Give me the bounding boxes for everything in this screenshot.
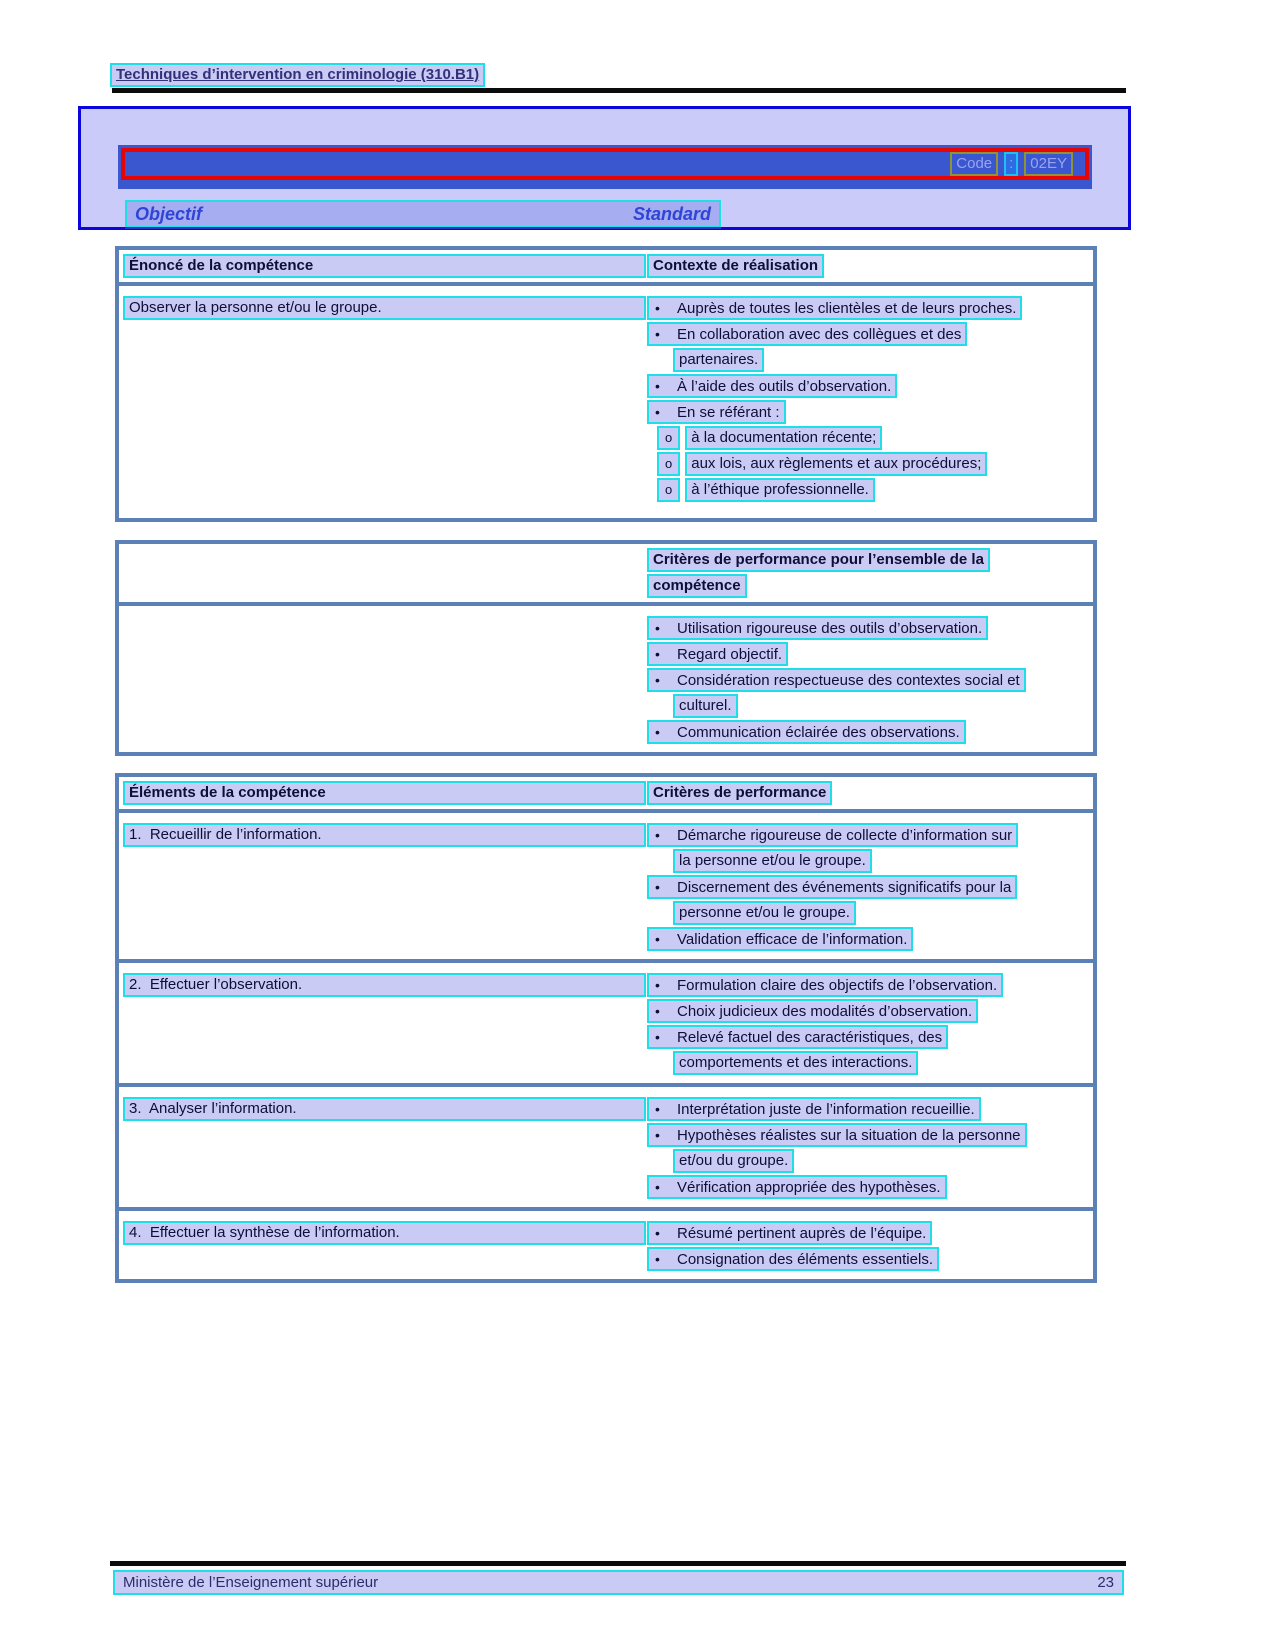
element-label: 3. Analyser l’information. xyxy=(123,1097,646,1121)
bullet-text: Discernement des événements significatifs pour la xyxy=(677,879,1012,896)
code-banner xyxy=(118,145,1092,189)
table3-row-3 xyxy=(119,1083,1093,1207)
bullet-text-continued: comportements et des interactions. xyxy=(673,1051,918,1075)
bullet-icon: • xyxy=(655,1225,660,1241)
bullet-icon: • xyxy=(655,977,660,993)
sub-bullet-text: aux lois, aux règlements et aux procédures; xyxy=(685,452,987,476)
bullet-text-continued: culturel. xyxy=(673,694,738,718)
code-banner-red-frame xyxy=(121,148,1089,180)
table2-header-row xyxy=(119,544,1093,606)
elements-competence-table xyxy=(115,773,1097,1283)
bullet-text: Hypothèses réalistes sur la situation de la personne xyxy=(677,1127,1021,1144)
footer xyxy=(113,1570,1124,1595)
code-value: 02EY xyxy=(1024,152,1073,176)
objectif-heading: Objectif xyxy=(135,203,203,224)
bullet-icon: • xyxy=(655,378,660,394)
table3-header-row xyxy=(119,777,1093,813)
table1-body-row xyxy=(119,286,1093,518)
table2-header-left-empty xyxy=(119,544,647,602)
table3-header-right: Critères de performance xyxy=(647,781,832,805)
list-item xyxy=(647,322,1093,374)
bullet-text-continued: et/ou du groupe. xyxy=(673,1149,794,1173)
bullet-icon: • xyxy=(655,672,660,688)
table3-row-4 xyxy=(119,1207,1093,1279)
sub-bullet-text: à la documentation récente; xyxy=(685,426,882,450)
table2-left-empty xyxy=(119,606,647,752)
bullet-icon: • xyxy=(655,879,660,895)
footer-rule xyxy=(110,1561,1126,1566)
sub-bullet-text: à l’éthique professionnelle. xyxy=(685,478,875,502)
list-item xyxy=(647,1097,1093,1123)
bullet-text: Relevé factuel des caractéristiques, des xyxy=(677,1029,943,1046)
bullet-text: Résumé pertinent auprès de l’équipe. xyxy=(677,1225,927,1242)
circle-bullet-icon: o xyxy=(657,452,680,476)
bullet-text-continued: partenaires. xyxy=(673,348,764,372)
list-item xyxy=(647,1123,1093,1175)
bullet-text: Auprès de toutes les clientèles et de leurs proches. xyxy=(677,300,1017,317)
list-item xyxy=(647,1175,1093,1201)
list-item xyxy=(647,642,1093,668)
criteres-ensemble-table xyxy=(115,540,1097,756)
table2-header-right-line2: compétence xyxy=(647,574,747,598)
running-header xyxy=(110,63,485,89)
bullet-text: En collaboration avec des collègues et des xyxy=(677,326,962,343)
bullet-text: Regard objectif. xyxy=(677,646,783,663)
list-item xyxy=(647,720,1093,746)
bullet-text: Consignation des éléments essentiels. xyxy=(677,1251,933,1268)
list-item xyxy=(647,1247,1093,1273)
list-item xyxy=(647,823,1093,875)
bullet-icon: • xyxy=(655,724,660,740)
bullet-text-continued: la personne et/ou le groupe. xyxy=(673,849,872,873)
bullet-text-continued: personne et/ou le groupe. xyxy=(673,901,856,925)
code-colon: : xyxy=(1004,152,1018,176)
bullet-text: En se référant : xyxy=(677,404,780,421)
bullet-icon: • xyxy=(655,1003,660,1019)
bullet-text: Démarche rigoureuse de collecte d’information sur xyxy=(677,827,1013,844)
table2-header-right-line1: Critères de performance pour l’ensemble de la xyxy=(647,548,990,572)
bullet-icon: • xyxy=(655,931,660,947)
heading-underline xyxy=(125,227,721,229)
bullet-text: À l’aide des outils d’observation. xyxy=(677,378,892,395)
list-item xyxy=(647,927,1093,953)
bullet-text: Choix judicieux des modalités d’observation. xyxy=(677,1003,973,1020)
table3-row-1 xyxy=(119,813,1093,959)
list-item xyxy=(647,616,1093,642)
list-item xyxy=(647,973,1093,999)
bullet-icon: • xyxy=(655,1179,660,1195)
element-label: 2. Effectuer l’observation. xyxy=(123,973,646,997)
footer-page-number: 23 xyxy=(1097,1574,1114,1591)
bullet-text: Formulation claire des objectifs de l’observation. xyxy=(677,977,998,994)
bullet-icon: • xyxy=(655,300,660,316)
bullet-text: Communication éclairée des observations. xyxy=(677,724,960,741)
element-label: 4. Effectuer la synthèse de l’information. xyxy=(123,1221,646,1245)
bullet-icon: • xyxy=(655,620,660,636)
bullet-text: Utilisation rigoureuse des outils d’observation. xyxy=(677,620,983,637)
list-item xyxy=(647,1221,1093,1247)
table1-left-text: Observer la personne et/ou le groupe. xyxy=(123,296,646,320)
competence-table-enonce xyxy=(115,246,1097,522)
circle-bullet-icon: o xyxy=(657,478,680,502)
table3-row-2 xyxy=(119,959,1093,1083)
element-label: 1. Recueillir de l’information. xyxy=(123,823,646,847)
bullet-icon: • xyxy=(655,1127,660,1143)
header-rule xyxy=(112,88,1126,93)
list-item xyxy=(647,1025,1093,1077)
circle-bullet-icon: o xyxy=(657,426,680,450)
objectif-standard-heading xyxy=(125,200,721,228)
list-item xyxy=(647,296,1093,322)
table3-header-left: Éléments de la compétence xyxy=(123,781,646,805)
bullet-text: Validation efficace de l’information. xyxy=(677,931,908,948)
footer-ministry-text: Ministère de l’Enseignement supérieur xyxy=(123,1574,379,1591)
list-item xyxy=(647,374,1093,400)
objective-standard-panel xyxy=(78,106,1131,230)
bullet-icon: • xyxy=(655,326,660,342)
bullet-text: Considération respectueuse des contextes social et xyxy=(677,672,1020,689)
sub-list-item xyxy=(657,452,1093,478)
page-header-title: Techniques d’intervention en criminologie (310.B1) xyxy=(110,63,485,87)
bullet-text: Vérification appropriée des hypothèses. xyxy=(677,1179,941,1196)
table2-body-row xyxy=(119,606,1093,752)
bullet-text: Interprétation juste de l’information recueillie. xyxy=(677,1101,975,1118)
table1-header-right: Contexte de réalisation xyxy=(647,254,824,278)
bullet-icon: • xyxy=(655,404,660,420)
standard-heading: Standard xyxy=(632,203,711,224)
list-item xyxy=(647,400,1093,426)
list-item xyxy=(647,875,1093,927)
bullet-icon: • xyxy=(655,646,660,662)
sub-list-item xyxy=(657,426,1093,452)
bullet-icon: • xyxy=(655,827,660,843)
bullet-icon: • xyxy=(655,1101,660,1117)
sub-list-item xyxy=(657,478,1093,504)
code-label: Code xyxy=(950,152,998,176)
bullet-icon: • xyxy=(655,1029,660,1045)
list-item xyxy=(647,999,1093,1025)
table1-header-left: Énoncé de la compétence xyxy=(123,254,646,278)
bullet-icon: • xyxy=(655,1251,660,1267)
table1-header-row xyxy=(119,250,1093,286)
list-item xyxy=(647,668,1093,720)
